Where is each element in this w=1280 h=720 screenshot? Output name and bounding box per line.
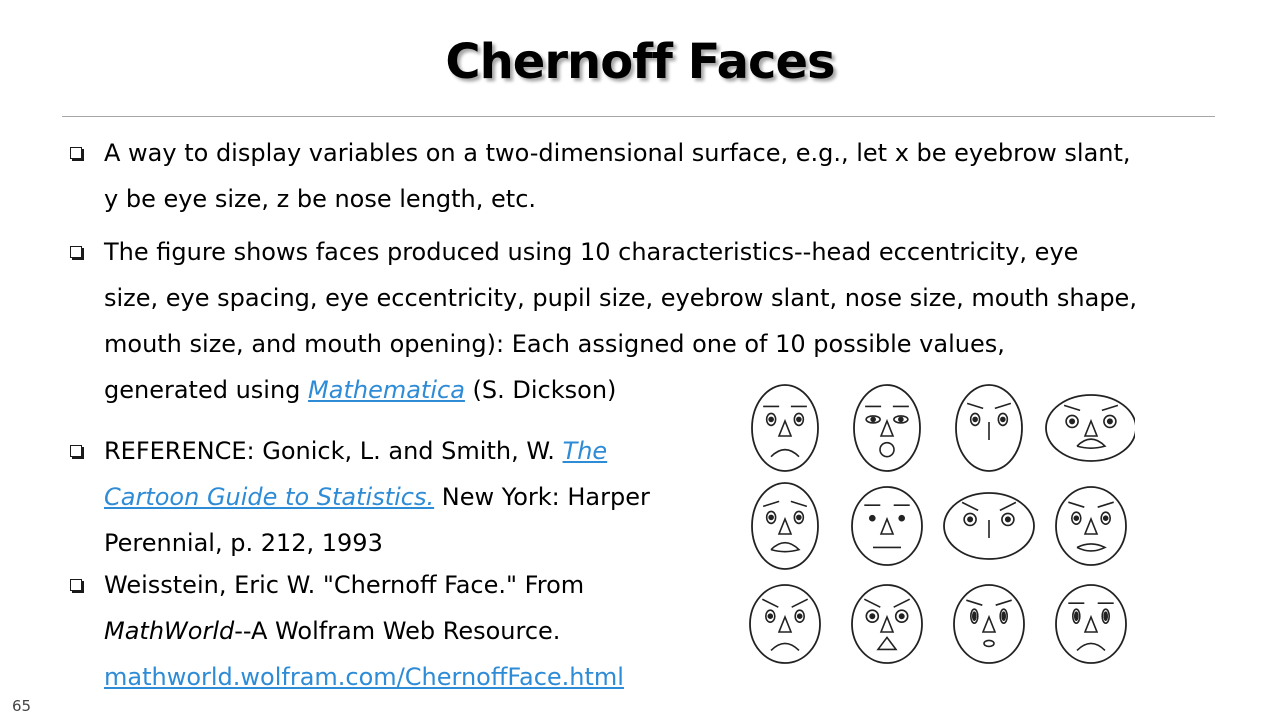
cartoon-guide-link[interactable]: The bbox=[562, 437, 608, 465]
bullet-text: New York: Harper bbox=[434, 483, 650, 511]
chernoff-face bbox=[752, 385, 818, 471]
chernoff-face bbox=[852, 585, 922, 663]
chernoff-face bbox=[954, 585, 1024, 663]
slide-title: Chernoff Faces bbox=[445, 34, 835, 90]
bullet-text: generated using bbox=[104, 376, 309, 404]
chernoff-face bbox=[944, 493, 1034, 559]
bullet-text: The figure shows faces produced using 10 characteristics--head eccentricity, eye bbox=[104, 238, 1079, 266]
square-bullet-icon bbox=[70, 445, 82, 457]
bullet-text: Perennial, p. 212, 1993 bbox=[104, 529, 383, 557]
chernoff-face bbox=[956, 385, 1022, 471]
cartoon-guide-link[interactable]: Cartoon Guide to Statistics. bbox=[104, 483, 435, 511]
chernoff-face bbox=[752, 483, 818, 569]
title-divider bbox=[62, 116, 1215, 117]
square-bullet-icon bbox=[70, 147, 82, 159]
chernoff-face bbox=[854, 385, 920, 471]
bullet-text: size, eye spacing, eye eccentricity, pupil size, eyebrow slant, nose size, mouth shape, bbox=[104, 284, 1137, 312]
bullet-text: mouth size, and mouth opening): Each assigned one of 10 possible values, bbox=[104, 330, 1005, 358]
bullet-text: Weisstein, Eric W. "Chernoff Face." From bbox=[104, 571, 585, 599]
chernoff-faces-figure bbox=[745, 378, 1135, 678]
bullet-text: (S. Dickson) bbox=[464, 376, 617, 404]
bullet-text: REFERENCE: Gonick, L. and Smith, W. bbox=[104, 437, 563, 465]
mathworld-link[interactable]: mathworld.wolfram.com/ChernoffFace.html bbox=[104, 663, 624, 691]
mathworld-name: MathWorld bbox=[104, 617, 235, 645]
square-bullet-icon bbox=[70, 246, 82, 258]
square-bullet-icon bbox=[70, 579, 82, 591]
chernoff-face bbox=[1056, 487, 1126, 565]
bullet-text: --A Wolfram Web Resource. bbox=[234, 617, 561, 645]
chernoff-face bbox=[852, 487, 922, 565]
chernoff-face bbox=[750, 585, 820, 663]
page-number: 65 bbox=[12, 697, 32, 715]
chernoff-face bbox=[1046, 395, 1135, 461]
chernoff-face bbox=[1056, 585, 1126, 663]
mathematica-link[interactable]: Mathematica bbox=[308, 376, 465, 404]
bullet-text: A way to display variables on a two-dimensional surface, e.g., let x be eyebrow slant, bbox=[104, 139, 1131, 167]
bullet-text: y be eye size, z be nose length, etc. bbox=[104, 185, 537, 213]
